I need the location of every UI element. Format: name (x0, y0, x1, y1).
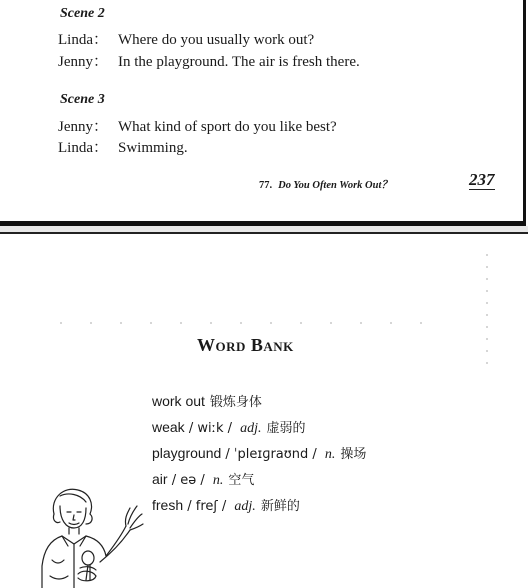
entry-meaning: 空气 (228, 473, 255, 488)
entry-part-of-speech: n. (324, 447, 336, 462)
word-bank-entry (152, 495, 300, 515)
dialogue-text: In the playground. The air is fresh there. (118, 54, 360, 70)
dialogue-text: What kind of sport do you like best? (118, 119, 337, 135)
scene-2-title: Scene 2 (60, 6, 105, 21)
word-bank-entry (152, 443, 366, 463)
entry-part-of-speech: adj. (234, 499, 256, 514)
dialogue-text: Where do you usually work out? (118, 32, 315, 48)
dialogue-line (58, 28, 314, 49)
speaker-name: Linda： (58, 32, 108, 48)
speaker-name: Jenny： (58, 119, 108, 135)
speaker-name: Jenny： (58, 54, 108, 70)
dialogue-line (58, 115, 337, 136)
dialogue-line (58, 136, 188, 157)
word-bank-page (0, 234, 528, 588)
scene-3-title: Scene 3 (60, 92, 105, 107)
entry-meaning: 操场 (340, 447, 367, 462)
word-bank-entry (152, 417, 306, 437)
entry-word: air (152, 471, 168, 487)
entry-pronunciation: / ˈpleɪɡraʊnd / (221, 447, 321, 462)
word-bank-entry (152, 469, 254, 489)
entry-part-of-speech: adj. (240, 421, 262, 436)
lesson-title: Do You Often Work Out？ (278, 180, 392, 191)
entry-meaning: 虚弱的 (266, 421, 306, 436)
lesson-number: 77. (259, 180, 273, 191)
entry-part-of-speech: n. (212, 473, 224, 488)
scan-noise (486, 254, 488, 364)
scan-noise (60, 322, 450, 324)
word-bank-entry (152, 391, 262, 411)
word-bank-title: Word Bank (197, 335, 294, 355)
entry-pronunciation: / eə / (167, 473, 209, 488)
dialogue-text: Swimming. (118, 140, 188, 156)
lesson-caption (259, 177, 392, 192)
speaker-name: Linda： (58, 140, 108, 156)
entry-meaning: 新鲜的 (260, 499, 300, 514)
dialogue-line (58, 50, 360, 71)
entry-word: work out (152, 393, 205, 409)
entry-word: fresh (152, 497, 184, 513)
entry-pronunciation: / freʃ / (183, 499, 231, 514)
page-number: 237 (469, 170, 495, 189)
entry-word: playground (152, 445, 222, 461)
dialogue-page (0, 0, 522, 222)
entry-word: weak (152, 419, 185, 435)
page-edge (523, 0, 526, 226)
woman-with-microphone-illustration (40, 484, 150, 588)
entry-pronunciation: / wiːk / (184, 421, 237, 436)
entry-meaning: 锻炼身体 (209, 395, 262, 410)
